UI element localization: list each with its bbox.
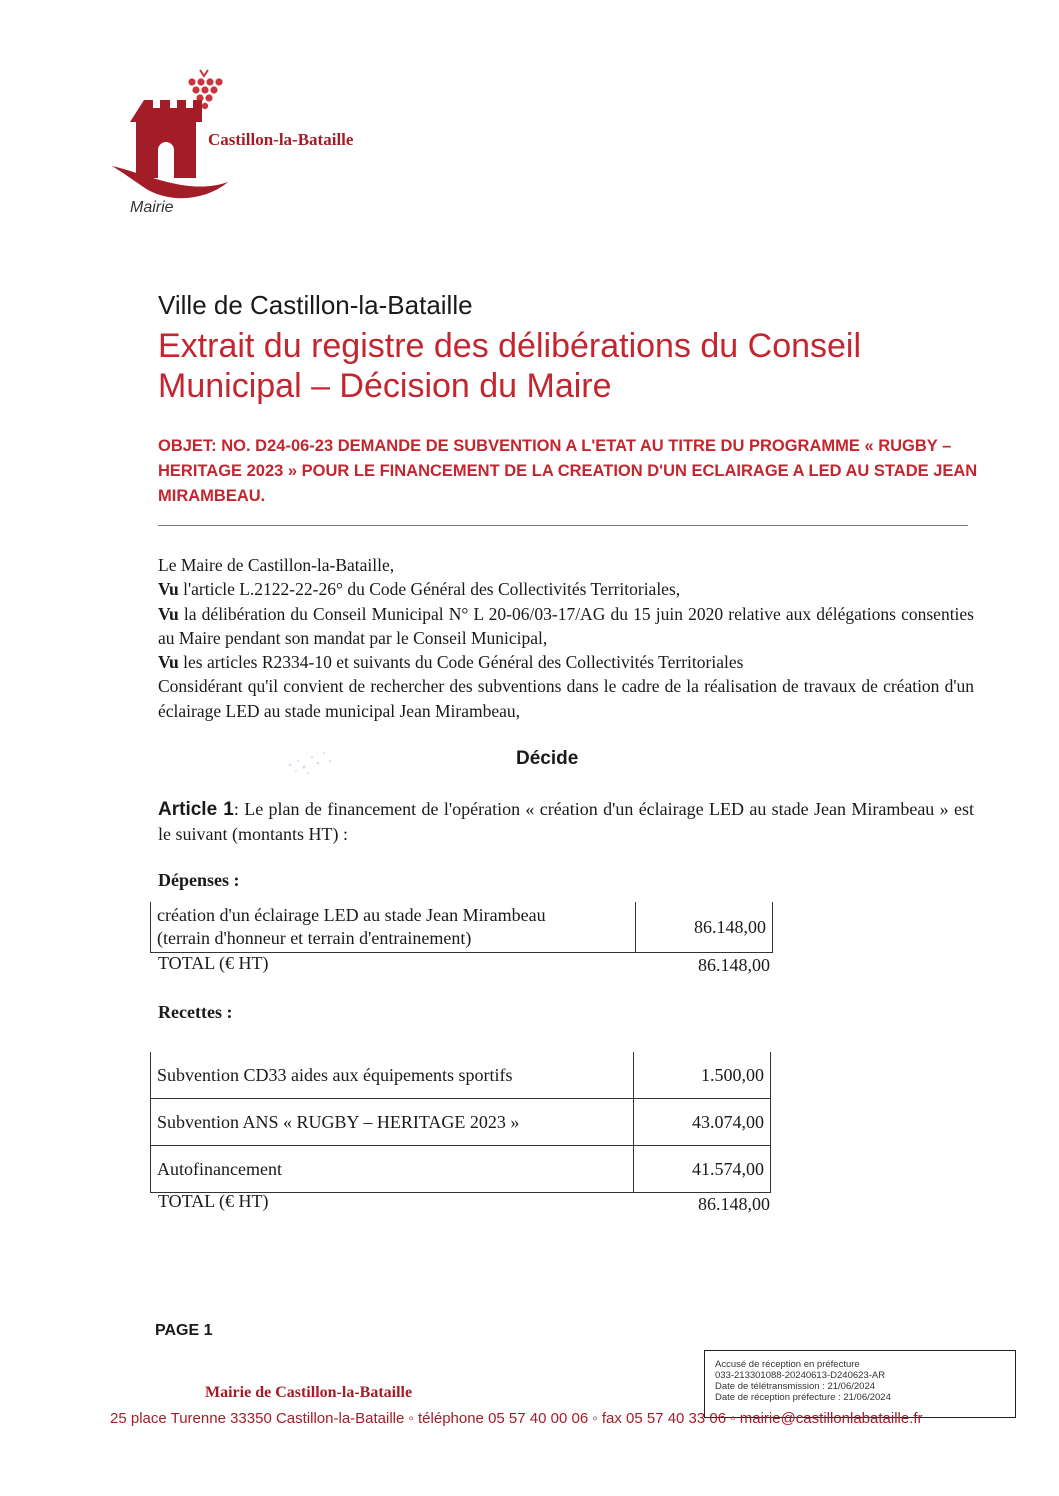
decide-heading: Décide [516,748,579,769]
depenses-total-amount: 86.148,00 [698,955,770,975]
recettes-total-amount: 86.148,00 [698,1194,770,1214]
document-title-line-2: Municipal – Décision du Maire [158,367,612,405]
table-row [151,1146,771,1193]
city-heading: Ville de Castillon-la-Bataille [158,290,473,320]
footer-address: 25 place Turenne 33350 Castillon-la-Bataille ◦ téléphone 05 57 40 00 06 ◦ fax 05 57 40 33 06 ◦ mairie@castillonlabataille.fr [110,1410,923,1427]
vu-line-3 [158,650,974,674]
considerant-line: Considérant qu'il convient de rechercher des subventions dans le cadre de la réalisation de travaux de création d'un éclairage LED au stade municipal Jean Mirambeau, [158,676,974,721]
recettes-row-label: Autofinancement [151,1146,634,1193]
article-1 [158,797,974,847]
document-title [158,326,978,406]
depenses-row-label [151,902,636,953]
vu-text-2: la délibération du Conseil Municipal N° L 20-06/03-17/AG du 15 juin 2020 relative aux délégations consenties au Maire pendant son mandat par le Conseil Municipal, [158,603,974,648]
recettes-row-amount: 41.574,00 [634,1146,771,1193]
recettes-row-label: Subvention CD33 aides aux équipements sportifs [151,1052,634,1099]
recettes-row-amount: 1.500,00 [634,1052,771,1099]
vu-keyword: Vu [158,603,179,624]
header-divider [158,525,968,526]
depenses-row-line-1: création d'un éclairage LED au stade Jean Mirambeau [157,905,546,925]
recettes-total-label: TOTAL (€ HT) [158,1191,269,1211]
vu-keyword: Vu [158,579,179,600]
logo-subtitle: Mairie [130,199,174,216]
page-number: PAGE 1 [155,1322,213,1339]
table-row [151,1099,771,1146]
depenses-total-label: TOTAL (€ HT) [158,953,269,973]
logo-town-name: Castillon-la-Bataille [208,130,354,149]
vu-line-1 [158,577,974,601]
preamble [158,553,974,723]
recettes-label: Recettes : [158,1002,233,1022]
vu-text-3: les articles R2334-10 et suivants du Code Général des Collectivités Territoriales [178,652,744,673]
vu-line-2 [158,602,974,651]
vu-keyword: Vu [158,652,179,673]
footer-mairie-name: Mairie de Castillon-la-Bataille [205,1384,413,1401]
stamp-line-1: Accusé de réception en préfecture [715,1359,860,1370]
depenses-table [150,902,773,953]
vu-text-1: l'article L.2122-22-26° du Code Général des Collectivités Territoriales, [178,579,681,600]
article-1-text: : Le plan de financement de l'opération « création d'un éclairage LED au stade Jean Mirambeau » est le suivant (montants HT) : [158,799,975,844]
stamp-line-3: Date de télétransmission : 21/06/2024 [715,1381,876,1392]
depenses-label: Dépenses : [158,870,240,890]
stamp-line-2: 033-213301088-20240613-D240623-AR [715,1370,886,1381]
recettes-table [150,1052,771,1193]
table-row [151,902,773,953]
maire-line: Le Maire de Castillon-la-Bataille, [158,555,395,575]
depenses-row-amount: 86.148,00 [636,902,773,953]
depenses-row-line-2: (terrain d'honneur et terrain d'entrainement) [157,928,472,948]
recettes-row-amount: 43.074,00 [634,1099,771,1146]
table-row [151,1052,771,1099]
decision-object: OBJET: NO. D24-06-23 DEMANDE DE SUBVENTION A L'ETAT AU TITRE DU PROGRAMME « RUGBY – HERITAGE 2023 » POUR LE FINANCEMENT DE LA CREATION D'UN ECLAIRAGE A LED AU STADE JEAN MIRAMBEAU. [158,437,978,505]
scan-artifact [280,735,350,785]
article-1-label: Article 1 [158,799,234,820]
recettes-row-label: Subvention ANS « RUGBY – HERITAGE 2023 » [151,1099,634,1146]
document-title-line-1: Extrait du registre des délibérations du Conseil [158,327,862,365]
prefecture-receipt-stamp [704,1350,1016,1418]
stamp-line-4: Date de réception préfecture : 21/06/2024 [715,1392,891,1403]
